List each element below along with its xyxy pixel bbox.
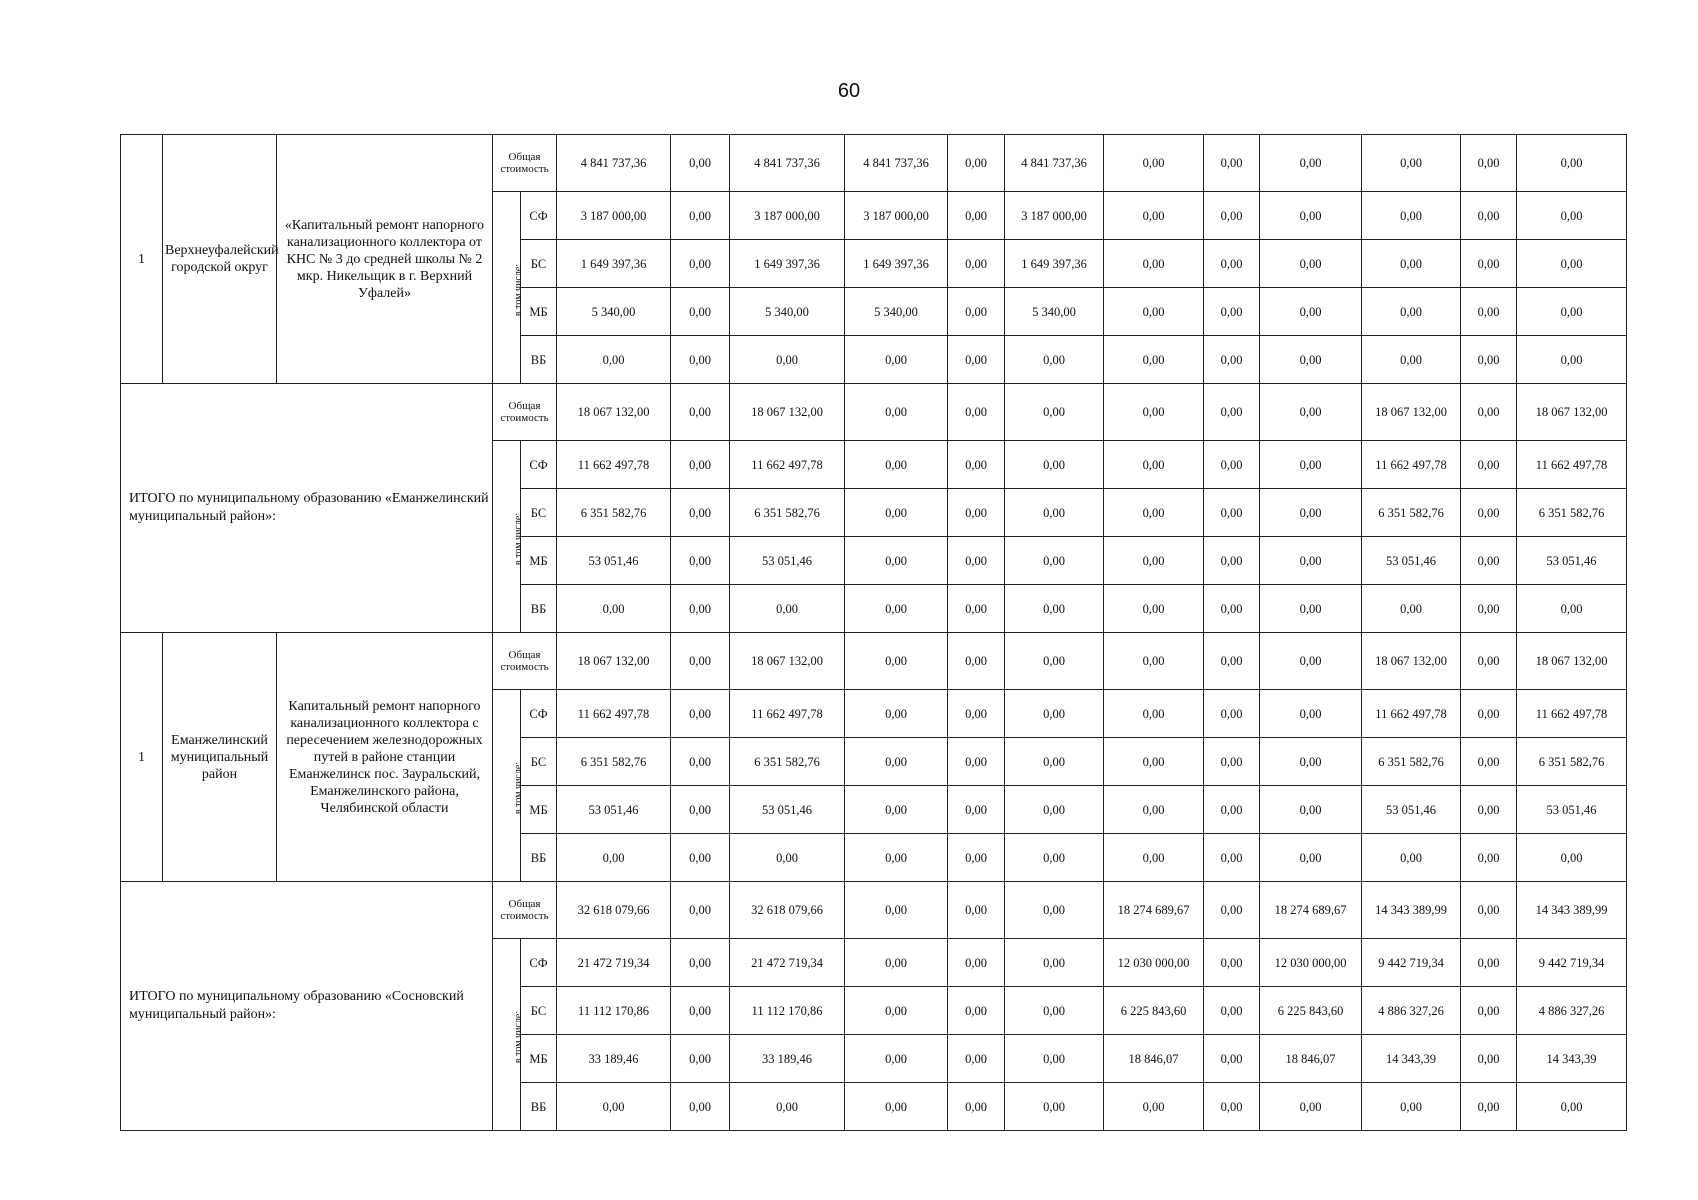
value-cell: 6 225 843,60 [1260,987,1362,1035]
value-cell: 0,00 [948,585,1005,633]
value-cell: 0,00 [1461,834,1517,882]
value-cell: 0,00 [1461,987,1517,1035]
value-cell: 0,00 [1260,738,1362,786]
value-cell: 0,00 [1362,240,1461,288]
value-cell: 0,00 [1461,1035,1517,1083]
value-cell: 0,00 [1104,192,1204,240]
value-cell: 0,00 [671,738,730,786]
source-label: СФ [521,690,557,738]
value-cell: 3 187 000,00 [557,192,671,240]
value-cell: 18 274 689,67 [1104,882,1204,939]
value-cell: 0,00 [1517,135,1627,192]
value-cell: 18 067 132,00 [1517,633,1627,690]
value-cell: 0,00 [671,288,730,336]
value-cell: 0,00 [671,939,730,987]
value-cell: 0,00 [1104,738,1204,786]
value-cell: 0,00 [1260,537,1362,585]
value-cell: 0,00 [1461,585,1517,633]
value-cell: 0,00 [845,1035,948,1083]
row-number: 1 [121,135,163,384]
value-cell: 11 662 497,78 [557,441,671,489]
value-cell: 0,00 [1204,786,1260,834]
value-cell: 0,00 [845,939,948,987]
value-cell: 4 886 327,26 [1362,987,1461,1035]
value-cell: 0,00 [1260,441,1362,489]
value-cell: 0,00 [1517,834,1627,882]
value-cell: 0,00 [1204,489,1260,537]
table-row [121,633,1627,690]
value-cell: 0,00 [730,834,845,882]
value-cell: 0,00 [948,834,1005,882]
object-name: Капитальный ремонт напорного канализационного коллектора с пересечением железнодорожных путей в районе станции Еманжелинск пос. Зауральский, Еманжелинского района, Челябинской области [277,633,493,882]
value-cell: 0,00 [1362,336,1461,384]
value-cell: 11 662 497,78 [730,441,845,489]
source-label: СФ [521,441,557,489]
value-cell: 1 649 397,36 [557,240,671,288]
value-cell: 0,00 [948,1083,1005,1131]
value-cell: 0,00 [1517,288,1627,336]
value-cell: 6 351 582,76 [1362,489,1461,537]
value-cell: 32 618 079,66 [730,882,845,939]
value-cell: 18 846,07 [1260,1035,1362,1083]
value-cell: 18 067 132,00 [1362,384,1461,441]
value-cell: 0,00 [845,738,948,786]
source-label: БС [521,489,557,537]
value-cell: 0,00 [557,834,671,882]
source-label: СФ [521,192,557,240]
value-cell: 53 051,46 [557,786,671,834]
total-cost-label: Общая стоимость [493,384,557,441]
value-cell: 14 343,39 [1517,1035,1627,1083]
table-row [121,384,1627,441]
value-cell: 4 841 737,36 [557,135,671,192]
value-cell: 33 189,46 [730,1035,845,1083]
value-cell: 0,00 [1104,384,1204,441]
value-cell: 4 886 327,26 [1517,987,1627,1035]
value-cell: 53 051,46 [730,786,845,834]
value-cell: 0,00 [1005,336,1104,384]
value-cell: 6 351 582,76 [1517,738,1627,786]
value-cell: 21 472 719,34 [557,939,671,987]
value-cell: 12 030 000,00 [1260,939,1362,987]
value-cell: 0,00 [845,384,948,441]
value-cell: 0,00 [1260,192,1362,240]
source-label: ВБ [521,585,557,633]
total-cost-label: Общая стоимость [493,633,557,690]
value-cell: 18 067 132,00 [1517,384,1627,441]
value-cell: 0,00 [1461,192,1517,240]
value-cell: 0,00 [1260,135,1362,192]
value-cell: 0,00 [671,834,730,882]
value-cell: 0,00 [671,633,730,690]
value-cell: 0,00 [671,537,730,585]
value-cell: 0,00 [845,1083,948,1131]
value-cell: 0,00 [1260,834,1362,882]
value-cell: 0,00 [730,336,845,384]
value-cell: 0,00 [948,633,1005,690]
value-cell: 0,00 [1005,489,1104,537]
value-cell: 0,00 [1461,1083,1517,1131]
value-cell: 0,00 [1204,939,1260,987]
value-cell: 0,00 [1461,690,1517,738]
value-cell: 14 343 389,99 [1517,882,1627,939]
value-cell: 0,00 [1005,882,1104,939]
value-cell: 0,00 [1517,585,1627,633]
value-cell: 0,00 [671,384,730,441]
value-cell: 0,00 [1104,135,1204,192]
value-cell: 0,00 [845,489,948,537]
value-cell: 0,00 [557,1083,671,1131]
value-cell: 0,00 [1260,240,1362,288]
value-cell: 0,00 [1260,633,1362,690]
value-cell: 0,00 [845,987,948,1035]
value-cell: 18 274 689,67 [1260,882,1362,939]
value-cell: 11 662 497,78 [557,690,671,738]
total-cost-label: Общая стоимость [493,135,557,192]
value-cell: 6 351 582,76 [557,489,671,537]
value-cell: 0,00 [1204,585,1260,633]
page-number: 60 [837,80,861,102]
value-cell: 0,00 [1104,288,1204,336]
value-cell: 0,00 [1104,633,1204,690]
value-cell: 11 662 497,78 [1362,690,1461,738]
value-cell: 21 472 719,34 [730,939,845,987]
value-cell: 0,00 [1005,1083,1104,1131]
value-cell: 0,00 [1260,384,1362,441]
value-cell: 0,00 [671,441,730,489]
value-cell: 0,00 [1260,288,1362,336]
value-cell: 0,00 [1461,738,1517,786]
including-label [493,441,525,633]
value-cell: 6 225 843,60 [1104,987,1204,1035]
value-cell: 0,00 [1260,489,1362,537]
value-cell: 0,00 [1461,336,1517,384]
value-cell: 0,00 [1005,585,1104,633]
value-cell: 0,00 [671,135,730,192]
value-cell: 0,00 [1204,240,1260,288]
value-cell: 0,00 [557,336,671,384]
value-cell: 0,00 [1204,288,1260,336]
value-cell: 0,00 [1204,834,1260,882]
value-cell: 0,00 [1362,135,1461,192]
including-text: в том числе: [513,1010,525,1063]
value-cell: 0,00 [1260,336,1362,384]
value-cell: 18 067 132,00 [557,384,671,441]
value-cell: 0,00 [671,585,730,633]
value-cell: 0,00 [730,1083,845,1131]
value-cell: 11 662 497,78 [730,690,845,738]
itogo-label: ИТОГО по муниципальному образованию «Еманжелинский муниципальный район»: [121,384,493,633]
value-cell: 0,00 [1260,1083,1362,1131]
value-cell: 12 030 000,00 [1104,939,1204,987]
value-cell: 0,00 [671,1083,730,1131]
value-cell: 11 662 497,78 [1517,690,1627,738]
value-cell: 0,00 [845,786,948,834]
value-cell: 5 340,00 [557,288,671,336]
value-cell: 0,00 [1362,834,1461,882]
value-cell: 1 649 397,36 [1005,240,1104,288]
source-label: МБ [521,1035,557,1083]
table-row [121,135,1627,192]
table-row [121,882,1627,939]
value-cell: 53 051,46 [1517,537,1627,585]
value-cell: 0,00 [1517,240,1627,288]
value-cell: 0,00 [1204,441,1260,489]
value-cell: 0,00 [1104,441,1204,489]
value-cell: 9 442 719,34 [1362,939,1461,987]
value-cell: 0,00 [1260,585,1362,633]
municipality-name: Еманжелинский муниципальный район [163,633,277,882]
value-cell: 18 846,07 [1104,1035,1204,1083]
value-cell: 0,00 [1461,786,1517,834]
value-cell: 0,00 [1005,786,1104,834]
value-cell: 0,00 [671,489,730,537]
value-cell: 0,00 [845,441,948,489]
value-cell: 18 067 132,00 [730,633,845,690]
value-cell: 0,00 [1204,1083,1260,1131]
value-cell: 4 841 737,36 [845,135,948,192]
value-cell: 0,00 [1104,834,1204,882]
value-cell: 0,00 [1204,537,1260,585]
value-cell: 0,00 [948,537,1005,585]
value-cell: 0,00 [845,633,948,690]
value-cell: 18 067 132,00 [557,633,671,690]
value-cell: 0,00 [948,336,1005,384]
value-cell: 0,00 [1104,690,1204,738]
value-cell: 0,00 [1461,240,1517,288]
value-cell: 0,00 [1204,384,1260,441]
value-cell: 0,00 [948,288,1005,336]
value-cell: 11 662 497,78 [1362,441,1461,489]
value-cell: 0,00 [1461,135,1517,192]
including-label [493,939,525,1131]
value-cell: 0,00 [1461,537,1517,585]
value-cell: 0,00 [1461,384,1517,441]
value-cell: 0,00 [845,537,948,585]
value-cell: 6 351 582,76 [557,738,671,786]
value-cell: 0,00 [1517,336,1627,384]
value-cell: 14 343 389,99 [1362,882,1461,939]
value-cell: 0,00 [671,192,730,240]
value-cell: 0,00 [948,135,1005,192]
value-cell: 0,00 [1005,384,1104,441]
value-cell: 5 340,00 [730,288,845,336]
value-cell: 6 351 582,76 [730,738,845,786]
source-label: БС [521,987,557,1035]
value-cell: 0,00 [1204,987,1260,1035]
value-cell: 0,00 [1362,1083,1461,1131]
value-cell: 0,00 [948,441,1005,489]
value-cell: 3 187 000,00 [1005,192,1104,240]
source-label: ВБ [521,834,557,882]
value-cell: 18 067 132,00 [1362,633,1461,690]
value-cell: 0,00 [1005,738,1104,786]
value-cell: 0,00 [845,585,948,633]
including-text: в том числе: [513,761,525,814]
value-cell: 0,00 [1104,585,1204,633]
value-cell: 0,00 [557,585,671,633]
value-cell: 6 351 582,76 [730,489,845,537]
source-label: ВБ [521,1083,557,1131]
value-cell: 0,00 [671,240,730,288]
value-cell: 0,00 [845,690,948,738]
value-cell: 0,00 [948,738,1005,786]
value-cell: 0,00 [1204,192,1260,240]
value-cell: 4 841 737,36 [730,135,845,192]
value-cell: 6 351 582,76 [1362,738,1461,786]
value-cell: 14 343,39 [1362,1035,1461,1083]
value-cell: 53 051,46 [1517,786,1627,834]
value-cell: 6 351 582,76 [1517,489,1627,537]
value-cell: 0,00 [1104,489,1204,537]
value-cell: 0,00 [1204,738,1260,786]
including-label [493,690,525,882]
value-cell: 0,00 [948,384,1005,441]
source-label: МБ [521,537,557,585]
value-cell: 0,00 [671,1035,730,1083]
value-cell: 5 340,00 [845,288,948,336]
value-cell: 0,00 [1104,336,1204,384]
value-cell: 0,00 [1204,336,1260,384]
value-cell: 0,00 [948,192,1005,240]
value-cell: 0,00 [1461,288,1517,336]
value-cell: 5 340,00 [1005,288,1104,336]
value-cell: 0,00 [1517,1083,1627,1131]
value-cell: 0,00 [1005,987,1104,1035]
value-cell: 0,00 [948,690,1005,738]
value-cell: 53 051,46 [730,537,845,585]
value-cell: 53 051,46 [1362,537,1461,585]
value-cell: 0,00 [1005,441,1104,489]
value-cell: 0,00 [671,987,730,1035]
value-cell: 0,00 [1204,690,1260,738]
value-cell: 0,00 [1204,135,1260,192]
value-cell: 53 051,46 [557,537,671,585]
value-cell: 0,00 [1461,939,1517,987]
source-label: МБ [521,288,557,336]
value-cell: 0,00 [1005,537,1104,585]
value-cell: 0,00 [845,336,948,384]
value-cell: 11 662 497,78 [1517,441,1627,489]
value-cell: 0,00 [1005,834,1104,882]
value-cell: 0,00 [1204,633,1260,690]
source-label: МБ [521,786,557,834]
value-cell: 0,00 [948,489,1005,537]
value-cell: 0,00 [1104,240,1204,288]
value-cell: 0,00 [1517,192,1627,240]
value-cell: 0,00 [845,882,948,939]
value-cell: 0,00 [1461,489,1517,537]
total-cost-label: Общая стоимость [493,882,557,939]
including-text: в том числе: [513,512,525,565]
value-cell: 0,00 [948,240,1005,288]
value-cell: 0,00 [1104,537,1204,585]
value-cell: 1 649 397,36 [845,240,948,288]
value-cell: 11 112 170,86 [730,987,845,1035]
value-cell: 53 051,46 [1362,786,1461,834]
itogo-label: ИТОГО по муниципальному образованию «Сосновский муниципальный район»: [121,882,493,1131]
value-cell: 0,00 [948,1035,1005,1083]
value-cell: 0,00 [1461,633,1517,690]
value-cell: 0,00 [1260,786,1362,834]
value-cell: 33 189,46 [557,1035,671,1083]
value-cell: 1 649 397,36 [730,240,845,288]
value-cell: 0,00 [671,690,730,738]
value-cell: 0,00 [1260,690,1362,738]
value-cell: 0,00 [730,585,845,633]
value-cell: 0,00 [1005,1035,1104,1083]
source-label: ВБ [521,336,557,384]
including-label [493,192,525,384]
value-cell: 0,00 [671,786,730,834]
row-number: 1 [121,633,163,882]
source-label: БС [521,240,557,288]
value-cell: 0,00 [1362,288,1461,336]
value-cell: 0,00 [1204,1035,1260,1083]
value-cell: 0,00 [671,882,730,939]
value-cell: 0,00 [1005,690,1104,738]
value-cell: 3 187 000,00 [845,192,948,240]
value-cell: 0,00 [1005,939,1104,987]
value-cell: 0,00 [948,882,1005,939]
value-cell: 18 067 132,00 [730,384,845,441]
source-label: СФ [521,939,557,987]
value-cell: 0,00 [1005,633,1104,690]
object-name: «Капитальный ремонт напорного канализационного коллектора от КНС № 3 до средней школы № 2 мкр. Никельщик в г. Верхний Уфалей» [277,135,493,384]
value-cell: 0,00 [1104,1083,1204,1131]
budget-table [120,134,1627,1131]
value-cell: 0,00 [845,834,948,882]
value-cell: 32 618 079,66 [557,882,671,939]
municipality-name: Верхнеуфалейский городской округ [163,135,277,384]
value-cell: 0,00 [1461,882,1517,939]
source-label: БС [521,738,557,786]
value-cell: 0,00 [1461,441,1517,489]
value-cell: 3 187 000,00 [730,192,845,240]
value-cell: 11 112 170,86 [557,987,671,1035]
value-cell: 0,00 [948,987,1005,1035]
including-text: в том числе: [513,263,525,316]
value-cell: 0,00 [948,786,1005,834]
value-cell: 9 442 719,34 [1517,939,1627,987]
value-cell: 0,00 [1362,192,1461,240]
value-cell: 0,00 [671,336,730,384]
value-cell: 4 841 737,36 [1005,135,1104,192]
value-cell: 0,00 [948,939,1005,987]
value-cell: 0,00 [1104,786,1204,834]
value-cell: 0,00 [1204,882,1260,939]
value-cell: 0,00 [1362,585,1461,633]
